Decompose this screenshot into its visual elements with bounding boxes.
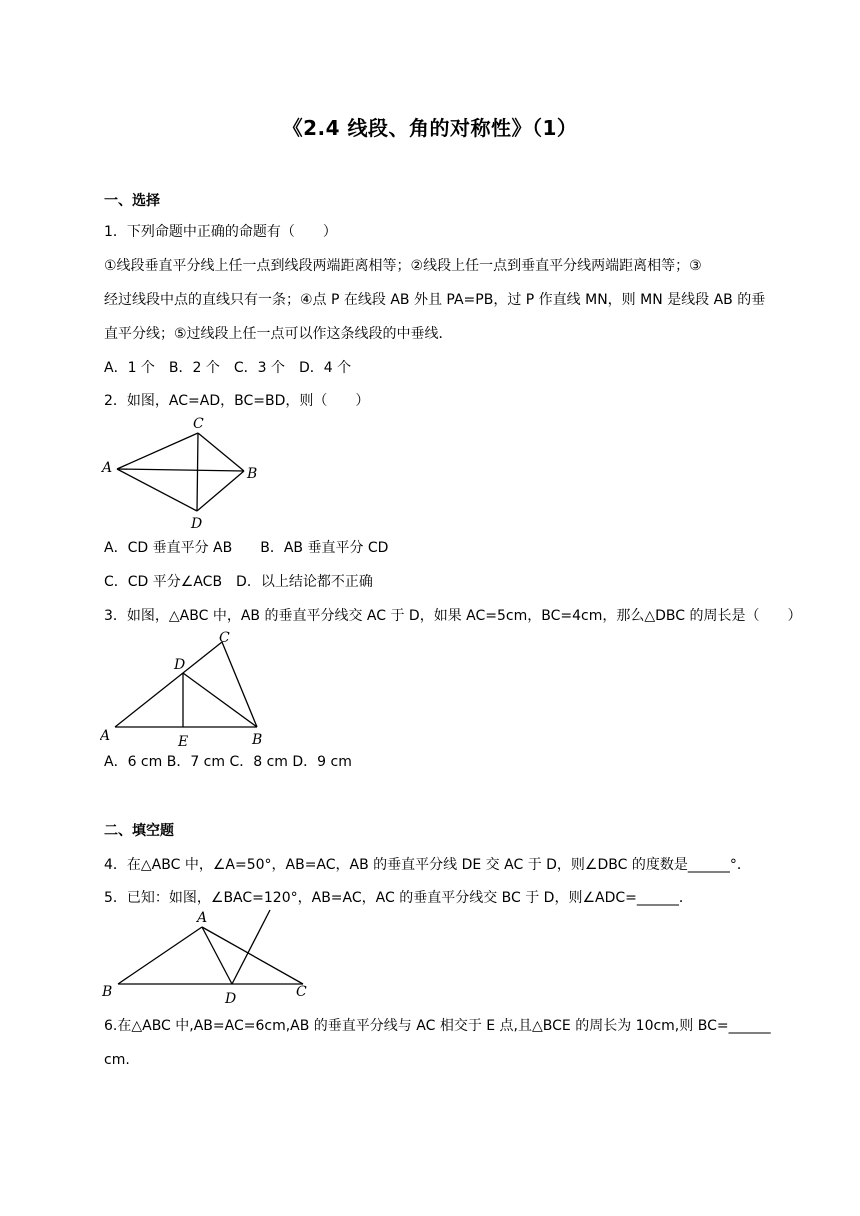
question-2-stem: 2．如图，AC=AD，BC=BD，则（ ） — [104, 393, 370, 409]
label-b: B — [252, 732, 263, 748]
section-heading-choice: 一、选择 — [104, 193, 160, 209]
question-4-stem: 4．在△ABC 中，∠A=50°，AB=AC，AB 的垂直平分线 DE 交 AC 于 D，则∠DBC 的度数是______°． — [104, 857, 751, 873]
question-3-options: A．6 cm B．7 cm C．8 cm D．9 cm — [104, 754, 352, 770]
label-c: C — [193, 416, 204, 432]
label-d: D — [174, 657, 186, 673]
question-1-stem: 1．下列命题中正确的命题有（ ） — [104, 224, 337, 240]
segment-ac — [117, 433, 198, 469]
segment-ac — [115, 642, 222, 727]
label-c: C — [219, 630, 230, 646]
segment-cd — [197, 433, 198, 511]
label-a: A — [197, 910, 208, 926]
figure-triangle-abc-bisector — [100, 628, 280, 750]
label-a: A — [100, 728, 111, 744]
segment-da — [117, 469, 197, 511]
section-heading-fill: 二、填空题 — [104, 823, 174, 839]
segment-bd — [197, 471, 244, 511]
segment-ab — [117, 469, 244, 471]
figure-kite-acbd — [100, 412, 270, 534]
question-3-stem: 3．如图，△ABC 中，AB 的垂直平分线交 AC 于 D，如果 AC=5cm，BC=4cm，那么△DBC 的周长是（ ） — [104, 608, 802, 624]
label-e: E — [178, 734, 189, 750]
question-6-line-1: 6.在△ABC 中,AB=AC=6cm,AB 的垂直平分线与 AC 相交于 E 点,且△BCE 的周长为 10cm,则 BC=______ — [104, 1018, 771, 1034]
label-a: A — [102, 460, 113, 476]
question-2-options-2: C．CD 平分∠ACB D．以上结论都不正确 — [104, 574, 373, 590]
question-5-stem: 5．已知：如图，∠BAC=120°，AB=AC，AC 的垂直平分线交 BC 于 D，则∠ADC=______． — [104, 890, 693, 906]
question-1-options: A．1 个 B．2 个 C．3 个 D．4 个 — [104, 360, 352, 376]
segment-ba — [118, 927, 202, 984]
label-c: C — [296, 984, 307, 1000]
label-d: D — [225, 991, 237, 1007]
segment-cb — [198, 433, 244, 471]
question-2-options-1: A．CD 垂直平分 AB B．AB 垂直平分 CD — [104, 540, 389, 556]
label-d: D — [191, 516, 203, 532]
question-6-line-2: cm. — [104, 1052, 130, 1068]
question-1-line-2: 经过线段中点的直线只有一条；④点 P 在线段 AB 外且 PA=PB，过 P 作直线 MN，则 MN 是线段 AB 的垂 — [104, 292, 766, 308]
page-title: 《2.4 线段、角的对称性》（1） — [282, 116, 578, 140]
question-1-line-3: 直平分线；⑤过线段上任一点可以作这条线段的中垂线． — [104, 326, 453, 342]
label-b: B — [247, 466, 258, 482]
figure-triangle-abc-120 — [100, 906, 320, 1008]
question-1-line-1: ①线段垂直平分线上任一点到线段两端距离相等；②线段上任一点到垂直平分线两端距离相等；③ — [104, 258, 702, 274]
label-b: B — [102, 984, 113, 1000]
